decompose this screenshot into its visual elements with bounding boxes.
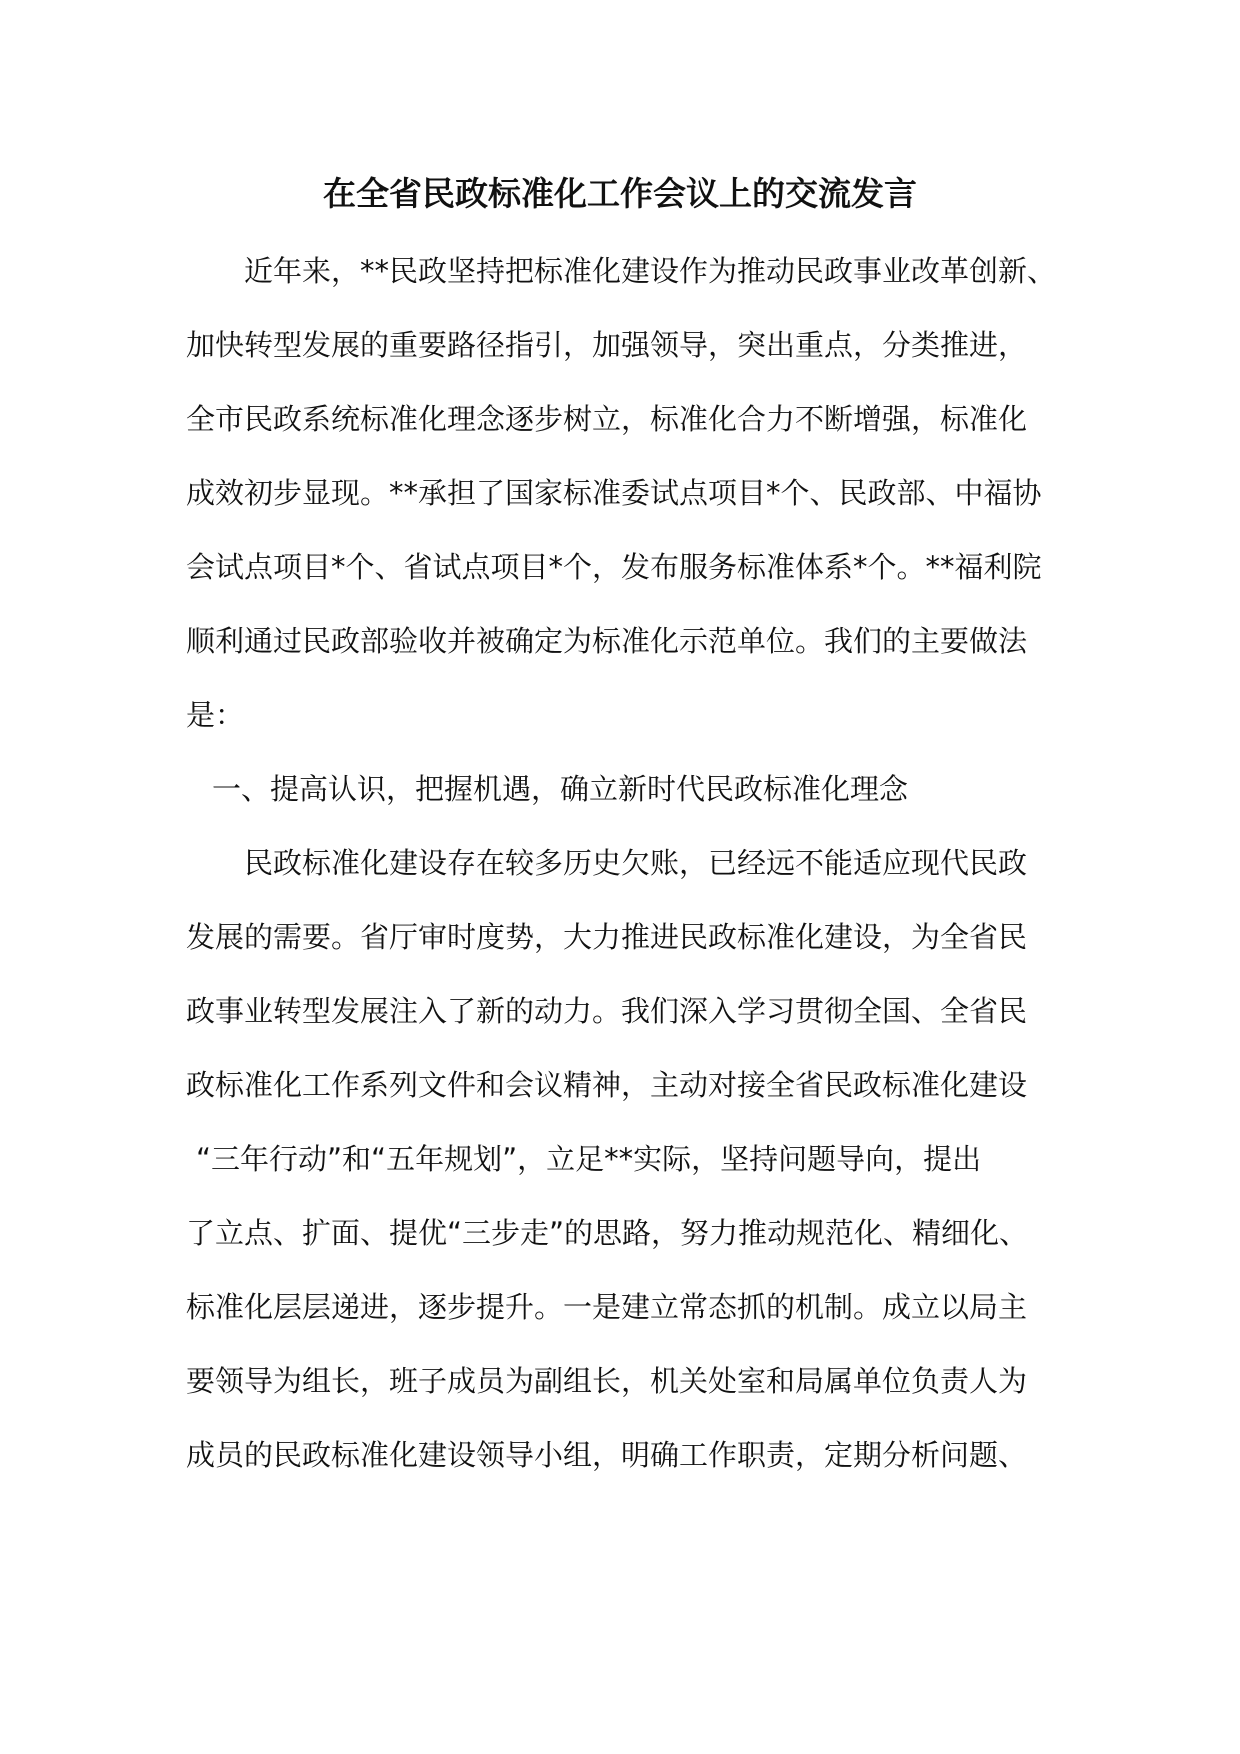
paragraph-line: 全市民政系统标准化理念逐步树立，标准化合力不断增强，标准化 (186, 402, 1028, 436)
paragraph-line: 标准化层层递进，逐步提升。一是建立常态抓的机制。成立以局主 (186, 1290, 1028, 1324)
paragraph-line: 民政标准化建设存在较多历史欠账，已经远不能适应现代民政 (244, 846, 1028, 880)
paragraph-line: 要领导为组长，班子成员为副组长，机关处室和局属单位负责人为 (186, 1364, 1028, 1398)
paragraph-line: 顺利通过民政部验收并被确定为标准化示范单位。我们的主要做法 (186, 624, 1028, 658)
paragraph-line: 会试点项目*个、省试点项目*个，发布服务标准体系*个。**福利院 (186, 550, 1042, 584)
paragraph-line: 是： (186, 698, 245, 732)
paragraph-line: 成员的民政标准化建设领导小组，明确工作职责，定期分析问题、 (186, 1438, 1028, 1472)
paragraph-line: “三年行动”和“五年规划”，立足**实际，坚持问题导向，提出 (196, 1142, 982, 1176)
document-title: 在全省民政标准化工作会议上的交流发言 (323, 174, 917, 213)
paragraph-line: 成效初步显现。**承担了国家标准委试点项目*个、民政部、中福协 (186, 476, 1042, 510)
paragraph-line: 近年来，**民政坚持把标准化建设作为推动民政事业改革创新、 (244, 254, 1057, 288)
paragraph-line: 了立点、扩面、提优“三步走”的思路，努力推动规范化、精细化、 (186, 1216, 1029, 1250)
paragraph-line: 政标准化工作系列文件和会议精神，主动对接全省民政标准化建设 (186, 1068, 1028, 1102)
paragraph-line: 政事业转型发展注入了新的动力。我们深入学习贯彻全国、全省民 (186, 994, 1028, 1028)
section-heading: 一、提高认识，把握机遇，确立新时代民政标准化理念 (212, 772, 909, 806)
document-body (186, 234, 1056, 1492)
paragraph-line: 发展的需要。省厅审时度势，大力推进民政标准化建设，为全省民 (186, 920, 1028, 954)
paragraph-line: 加快转型发展的重要路径指引，加强领导，突出重点，分类推进， (186, 328, 1028, 362)
